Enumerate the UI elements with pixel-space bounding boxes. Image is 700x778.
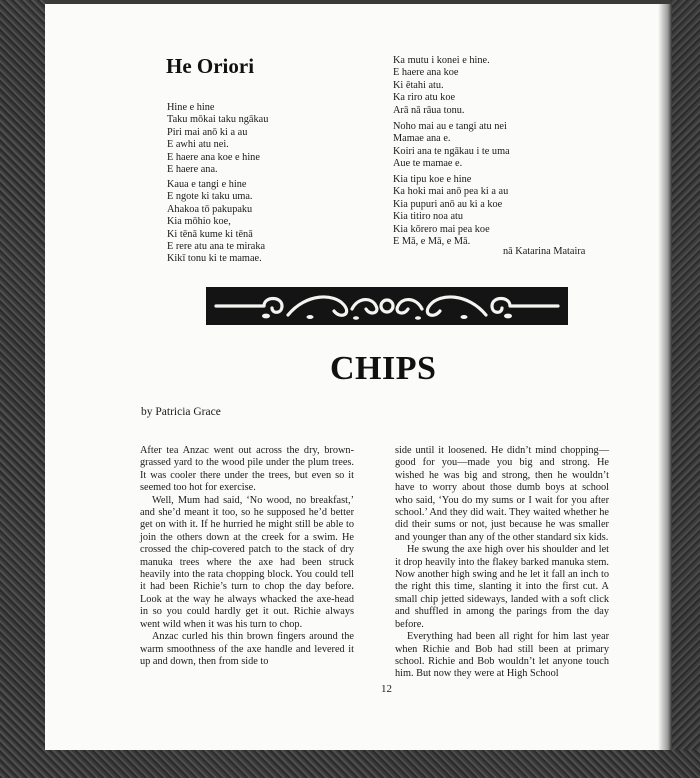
story-paragraph: side until it loosened. He didn’t mind chopping—good for you—made you big and strong. He wished he was big and strong, then he wouldn’t have to worry about those dumb boys at school who said, ‘You do my sums or I wait for you after school.’ And they did wait. They waited whether he did their sums or not, just because he was smaller and younger than any of the other standard six kids. <box>395 445 609 543</box>
poem-line: Hine e hine <box>167 102 215 113</box>
story-byline: by Patricia Grace <box>141 406 221 418</box>
story-paragraph: Well, Mum had said, ‘No wood, no breakfast,’ and she’d meant it too, so he supposed he’d better get on with it. If he hurried he might still be able to join the others down at the creek for a swim. He crossed the chip-covered patch to the stack of dry manuka trees where the axe had been struck heavily into the rata chopping block. You could tell it had been Richie’s turn to chop the day before. Look at the way he always whacked the axe-head in so you could hardly get it out. Richie always went wild when it was his turn to chop. <box>140 494 354 630</box>
poem-stanza-5 <box>393 174 508 248</box>
poem-attribution: nā Katarina Mataira <box>503 246 586 257</box>
poem-line: E rere atu ana te miraka <box>167 240 266 252</box>
story-paragraph: Anzac curled his thin brown fingers around the warm smoothness of the axe handle and levered it up and down, then from side to <box>140 631 354 667</box>
poem-line: Kikī tonu ki te mamae. <box>167 253 262 265</box>
scan-background-right <box>670 0 700 778</box>
poem-line: Kia tipu koe e hine <box>393 174 472 185</box>
page-number: 12 <box>381 683 392 695</box>
poem-line: Kia kōrero mai pea koe <box>393 223 490 235</box>
story-column-right <box>395 445 609 681</box>
poem-line: Ahakoa tō pakupaku <box>167 203 253 215</box>
story-column-left <box>140 445 354 668</box>
poem-line: E ngote ki taku uma. <box>167 191 253 203</box>
page-gutter-shadow <box>658 4 672 750</box>
poem-line: Taku mōkai taku ngākau <box>167 114 269 126</box>
story-paragraph: Everything had been all right for him last year when Richie and Bob had still been at primary school. Richie and Bob wouldn’t let anyone touch him. But now they were at High School <box>395 631 609 680</box>
poem-line: Kia titiro noa atu <box>393 211 464 223</box>
kowhaiwhai-ornament-divider <box>206 287 568 325</box>
poem-title: He Oriori <box>166 54 255 78</box>
poem-line: Ki tēnā kume ki tēnā <box>167 228 253 240</box>
poem-line: Ki ētahi atu. <box>393 79 444 91</box>
poem-line: E haere ana koe e hine <box>167 151 260 163</box>
story-title: CHIPS <box>330 350 437 387</box>
poem-stanza-3 <box>393 55 490 117</box>
scan-background-bottom <box>0 750 700 778</box>
poem-line: Ka riro atu koe <box>393 92 456 104</box>
magazine-page <box>45 4 672 750</box>
poem-line: Kaua e tangi e hine <box>167 179 247 190</box>
poem-stanza-2 <box>167 179 265 266</box>
poem-line: Mamae ana e. <box>393 133 451 145</box>
poem-line: E haere ana koe <box>393 67 459 79</box>
poem-line: Ka hoki mai anō pea ki a au <box>393 186 509 198</box>
story-paragraph: After tea Anzac went out across the dry, brown-grassed yard to the wood pile under the plum trees. It was cooler there under the trees, but even so it seemed too hot for exercise. <box>140 445 354 494</box>
poem-stanza-4 <box>393 121 510 171</box>
poem-line: E haere ana. <box>167 163 218 175</box>
poem-line: Ka mutu i konei e hine. <box>393 55 490 66</box>
poem-line: E awhi atu nei. <box>167 139 229 151</box>
poem-line: Aue te mamae e. <box>393 158 463 170</box>
poem-line: Arā nā rāua tonu. <box>393 104 465 116</box>
poem-line: Kia mōhio koe, <box>167 216 231 228</box>
poem-stanza-1 <box>167 102 268 176</box>
poem-line: Noho mai au e tangi atu nei <box>393 121 507 132</box>
scan-background-left <box>0 0 45 778</box>
poem-line: Kia pupuri anō au ki a koe <box>393 198 503 210</box>
poem-line: Piri mai anō ki a au <box>167 126 248 138</box>
poem-line: E Mā, e Mā, e Mā. <box>393 235 471 247</box>
story-paragraph: He swung the axe high over his shoulder and let it drop heavily into the flakey barked manuka stem. Now another high swing and he let it fall an inch to the right this time, slanting it into the first cut. A small chip jetted sideways, landed with a soft click and shuffled in among the parings from the day before. <box>395 544 609 630</box>
poem-line: Koiri ana te ngākau i te uma <box>393 145 510 157</box>
